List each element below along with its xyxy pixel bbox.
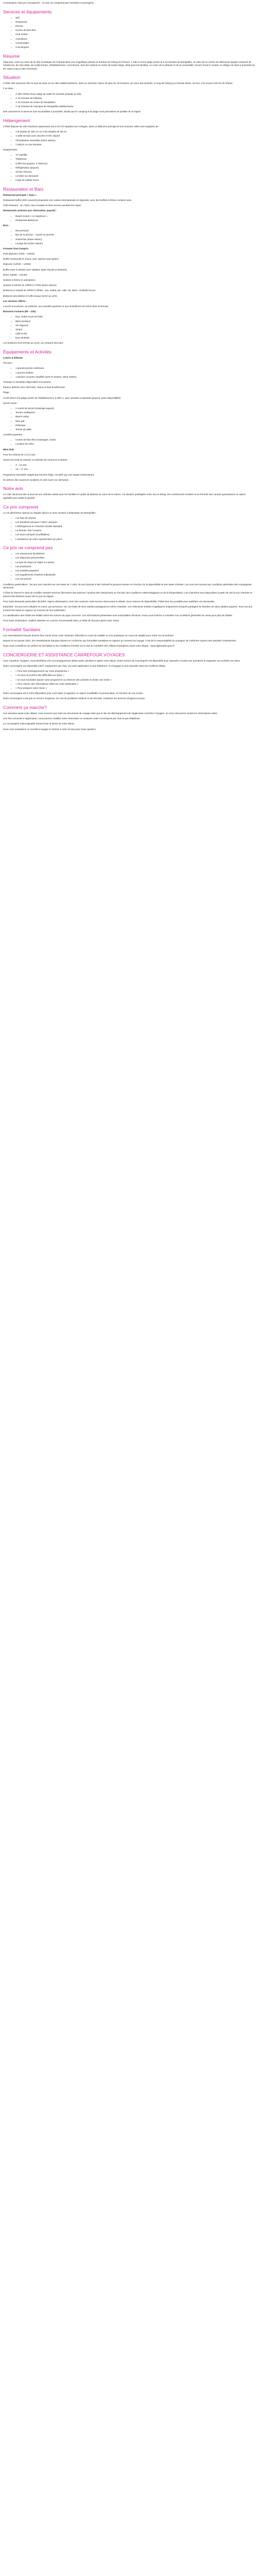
room-equipment-list bbox=[3, 154, 255, 182]
situation-after: Des commerces et services sont accessibles à proximité, tandis que le camping et la plage vous permettent de profiter de la région. bbox=[3, 110, 141, 113]
formula-line: Buffet continental et chaud, avec options sans gluten. bbox=[3, 258, 59, 261]
pool-label: Piscines : bbox=[3, 362, 13, 365]
prix-ne-comprend-heading: Ce prix ne comprend pas bbox=[3, 545, 53, 551]
list-item: • Les suppléments chambre individuelle bbox=[15, 573, 255, 577]
sports-label: Sports inclus : bbox=[3, 401, 18, 404]
comment-heading: Comment ça marche? bbox=[3, 704, 47, 710]
notre-avis-text: Le Club Vacances Mer & Sud est une adresse idéale pour les familles en quête de détente au cœur de la nature. Sa situation privilégiée entre mer et étang, ses nombreuses activités et sa formule tout compris garantissent un séjour agréable pour petits et grands. bbox=[3, 493, 246, 499]
formula-label: Formule Tout Compris bbox=[3, 247, 28, 250]
formula-line: Snacks à volonté de 15h00 à 17h00 (selon saison). bbox=[3, 284, 57, 287]
formula-line: Boissons alcoolisées et softs locaux servis au verre. bbox=[3, 294, 58, 297]
list-item: • Coffre-fort (payant, à réserver) bbox=[15, 162, 255, 166]
formula-line: Déjeuner (12h30 – 14h00) bbox=[3, 263, 31, 266]
drinks-note: Les boissons sont servies au verre, au comptoir des bars. bbox=[3, 342, 64, 345]
list-item: • Bar de la piscine – ouvert en journée bbox=[15, 233, 255, 237]
conciergerie-paragraph: Notre conciergerie est à votre disposition pour vous aider à organiser un séjour inoubliable et personnalisé, en fonction de vos envies. bbox=[3, 692, 143, 695]
list-item: • Les frais de dossier bbox=[15, 517, 255, 520]
beach-text: Accès direct à la plage privée de l'établissement, à 250 m, avec transats et parasols (payant, selon disponibilité). bbox=[3, 396, 121, 399]
list-item: • Wifi bbox=[15, 16, 255, 20]
drinks-label: Boissons incluses (9h – 23h) bbox=[3, 310, 36, 313]
list-item: • Sirops bbox=[15, 328, 255, 332]
list-item: • Conciergerie bbox=[15, 46, 255, 49]
formalite-paragraph: Les ressortissants français doivent être munis d'une carte nationale d'identité en cours de validité ou d'un passeport en cours de validité pour entrer sur le territoire. bbox=[3, 634, 174, 637]
conciergerie-paragraph: Notre conciergerie est disponible 24h/7 uniquement par chat, via notre application ou par téléphone, et s'engage à vous répondre dans les meilleurs délais. bbox=[3, 665, 166, 668]
list-item: • « Si vous rencontrez des difficultés sur place » bbox=[15, 674, 255, 677]
restaurant-text: Restaurant buffet (200 couverts) proposant une cuisine internationale et régionale, avec des buffets à thème certains soirs. bbox=[3, 199, 132, 202]
spa-line: Espace détente avec hammam, sauna et bain bouillonnant. bbox=[3, 386, 66, 389]
comment-paragraph: Une semaine avant votre départ, vous recevrez par mail vos documents de voyage ainsi que le lien de téléchargement de l'application Carrefour Voyages, où vous retrouverez toutes les informations utiles. bbox=[3, 711, 218, 715]
pools-list bbox=[3, 367, 255, 379]
leisure-label: Loisirs & Détente bbox=[3, 357, 23, 360]
list-item: • 2 courts de tennis (éclairage payant) bbox=[15, 407, 255, 411]
list-item: • Piscine bbox=[15, 25, 255, 28]
list-item: • Tennis de table bbox=[15, 428, 255, 432]
comment-paragraph: Une fois connecté à l'application, vous pourrez modifier votre réservation et contacter notre conciergerie par chat ou par téléphone. bbox=[3, 717, 141, 720]
formula-line: Boissons à volonté de 10h00 à 23h00 : eau, sodas, jus, café, vin, bière, cocktails locaux. bbox=[3, 289, 96, 292]
hebergement-heading: Hébergement bbox=[3, 118, 30, 123]
list-item: • La formule Tout Compris bbox=[15, 529, 255, 533]
notre-avis-heading: Notre avis bbox=[3, 486, 23, 492]
formula-line: Buffet varié à volonté avec salades, plats chauds et desserts. bbox=[3, 268, 68, 271]
list-item: • Sèche-cheveux bbox=[15, 171, 255, 174]
list-item: • 1 balcon ou une terrasse bbox=[15, 143, 255, 147]
intro-line: Conciergerie Club pro-conception© - Ce prix ne comprend pas l'entretien Conciergerie. bbox=[3, 2, 94, 4]
drinks-list bbox=[3, 315, 255, 340]
list-item: • Mini-golf bbox=[15, 420, 255, 423]
prix-comprend-lead: Le vol aller/retour spécial au régulier (direct ou avec escale) à destination de Montpellier : bbox=[3, 511, 97, 514]
list-item: • Club enfant bbox=[15, 33, 255, 37]
bars-label: Bars : bbox=[3, 224, 10, 227]
list-item: • Centre de bien-être bbox=[15, 29, 255, 32]
list-item: • Linge de toilette fourni bbox=[15, 179, 255, 182]
restauration-heading: Restauration et Bars bbox=[3, 186, 44, 192]
list-item: • Les excursions bbox=[15, 578, 255, 581]
list-item: • La taxe de séjour (à régler sur place) bbox=[15, 561, 255, 565]
list-item: • 4 – 12 ans bbox=[15, 464, 255, 467]
list-item: • À 10 minutes de Palavas. bbox=[15, 97, 255, 100]
list-item: • Eau, sodas et jus de fruits bbox=[15, 315, 255, 319]
room-features-list bbox=[3, 130, 255, 146]
list-item: • Beach-volley bbox=[15, 415, 255, 419]
list-item: • Commodités bbox=[15, 42, 255, 45]
comment-paragraph: La conciergerie reste joignable durant toute la durée de votre séjour. bbox=[3, 722, 75, 725]
sports-list bbox=[3, 407, 255, 432]
equipements-heading: Équipements et Activités bbox=[3, 349, 52, 355]
conciergerie-list bbox=[3, 670, 255, 690]
list-item: • Les dépenses personnelles bbox=[15, 556, 255, 560]
prix-comprend-heading: Ce prix comprend bbox=[3, 504, 38, 510]
resume-text: Séjourner, vivez au cœur de la côte touristique de l'Hérault dans une magnifique pinede en bordure de l'étang du Prieuré. À 250 m d'une plage privée et à 15 minutes de Montpellier, le Club est un centre de Villeneuve équipé composé de résidences, de mini-villas, de mobil-homes, d'établissement, commerces, club des enfants et centre de loisirs élargi, idéal pour les familles. Au cœur de la détente et de la convivialité. Ouvert d'avril à octobre, le village est situé à proximité du Pic Saint-Loup et des Cévennes. bbox=[3, 60, 255, 70]
list-item: • Lounge bar (selon saison) bbox=[15, 242, 255, 246]
club-text: Ouvert du lundi au samedi, en période de vacances scolaires. bbox=[3, 459, 68, 461]
annexes-label: Restaurants annexes (sur réservation, payant) : bbox=[3, 209, 57, 212]
list-item: • L'assistance de notre représentant sur place bbox=[15, 538, 255, 541]
activities-list bbox=[3, 438, 255, 446]
conditions-paragraph: L'hôtel se réserve le droit de modifier certains services (fermeture des piscines, horaires des restaurants) en fonction des conditions météorologiques ou de la fréquentation. Les chambres sont disponibles à partir de 16h le jour d'arrivée et doivent être libérées avant 10h le jour du départ. bbox=[3, 591, 252, 598]
formalite-paragraph: Depuis le 1er janvier 2021, les ressortissants français doivent se conformer aux formalités sanitaires en vigueur au moment du voyage. Il est de la responsabilité du voyageur de s'informer auprès des autorités compétentes. bbox=[3, 639, 237, 642]
formula-line: Dîner (19h00 – 21h30) bbox=[3, 273, 27, 276]
list-item: • Vin régional bbox=[15, 324, 255, 328]
list-item: • Les pourboires bbox=[15, 565, 255, 569]
list-item: • TV satellite bbox=[15, 154, 255, 157]
list-item: • Les activités payantes bbox=[15, 569, 255, 573]
list-item: • « Pour des renseignements sur votre programme » bbox=[15, 670, 255, 673]
list-item: • Les taxes aéroport (modifiables) bbox=[15, 533, 255, 537]
list-item: • 1 lit double de 160 cm ou 2 lits simples de 90 cm bbox=[15, 130, 255, 134]
activities-label: Activités payantes : bbox=[3, 433, 24, 436]
situation-paragraph: L'hôtel club Vacances Mer & Sud est situé sur la côte méditerranéenne, dans un domaine nature de plus de 16 hectares, au cœur des pinèdes, le long de l'étang (La Grande-Motte, 20 km). Il se trouve à 50 km de Nîmes. bbox=[3, 82, 233, 85]
resume-heading: Résumé bbox=[3, 53, 20, 59]
conditions-paragraph: Pour toute réclamation, veuillez adresser un courrier recommandé dans un délai de 30 jours après votre retour. bbox=[3, 619, 120, 622]
list-item: • Réfrigérateur (payant) bbox=[15, 166, 255, 170]
bars-list bbox=[3, 229, 255, 245]
list-item: • Eau minérale bbox=[15, 336, 255, 340]
list-item: • Snack-bar (haute saison) bbox=[15, 238, 255, 242]
list-item: • Bar principal bbox=[15, 229, 255, 233]
list-item: • 1 grande piscine extérieure bbox=[15, 367, 255, 370]
situation-list bbox=[3, 93, 255, 109]
services-heading: Services et équipements bbox=[3, 9, 52, 14]
list-item: • Centre de bien-être (massages, soins) bbox=[15, 438, 255, 442]
included-list bbox=[3, 517, 255, 541]
list-item: • 13 – 17 ans bbox=[15, 468, 255, 471]
list-item: • « Pour obtenir des informations utiles sur votre destination » bbox=[15, 683, 255, 686]
list-item: • Animations bbox=[15, 38, 255, 41]
club-note: En dehors des vacances scolaires, le club ouvre sur demande. bbox=[3, 478, 69, 481]
restaurant-label: Restaurant principal « Oyeu » bbox=[3, 193, 37, 196]
conditions-paragraph: Pour toute demande particulière (lit bébé, régime alimentaire), merci de contacter notre service client avant le départ. Sous réserve de disponibilité, l'hôtel fera son possible pour satisfaire vos demandes. bbox=[3, 600, 215, 603]
list-item: • Restaurant Barbecue bbox=[15, 219, 255, 223]
formalite-heading: Formalité Sanitaire bbox=[3, 626, 41, 632]
equipment-subtitle: Équipements : bbox=[3, 148, 19, 151]
formalite-paragraph: Nous vous conseillons de vérifier les formalités et les conditions d'entrée sur le site du ministère des Affaires étrangères avant votre départ : www.diplomatie.gouv.fr bbox=[3, 645, 175, 648]
formula-line: Petit déjeuner (7h00 – 10h00) bbox=[3, 252, 35, 256]
list-item: • Beach Snack « Le Supérieur » bbox=[15, 215, 255, 218]
conciergerie-paragraph: Notre conciergerie n'est pas un service d'urgence. En cas de problème médical ou de sécurité, contactez les services d'urgence locaux. bbox=[3, 697, 146, 700]
conciergerie-paragraph: Avec Carrefour Voyages, vous bénéficiez d'un accompagnement dédié avant, pendant et après votre séjour. Notre service de conciergerie est disponible pour répondre à toutes vos questions et organiser vos activités sur place. bbox=[3, 659, 241, 662]
list-item: • Téléphone bbox=[15, 158, 255, 161]
list-item: • Les transferts aéroport / hôtel / aéroport bbox=[15, 521, 255, 524]
list-item: • 1 piscine couverte chauffée (avril et octobre, selon météo) bbox=[15, 376, 255, 379]
list-item: • Les assurances facultatives bbox=[15, 552, 255, 556]
club-after: Programme d'activités adapté par tranche d'âge, encadré par une équipe d'animateurs. bbox=[3, 473, 95, 476]
annexes-list bbox=[3, 215, 255, 223]
list-item: • À 20 minutes de l'aéroport de Montpellier-Méditerranée. bbox=[15, 105, 255, 109]
list-item: • 1 piscine enfants bbox=[15, 371, 255, 375]
situation-heading: Situation bbox=[3, 75, 21, 80]
pool-note: Transats et serviettes disponibles à la piscine. bbox=[3, 381, 52, 383]
club-age-list bbox=[3, 464, 255, 471]
beach-label: Plage : bbox=[3, 391, 11, 394]
list-item: • 1 salle de bain avec douche et WC séparé bbox=[15, 134, 255, 138]
list-item: • Lit bébé sur demande bbox=[15, 175, 255, 178]
list-item: • L'hébergement en chambre double standard bbox=[15, 525, 255, 529]
list-item: • « Pour préparer votre retour » bbox=[15, 687, 255, 690]
offered-label: Les services offerts : bbox=[3, 299, 27, 302]
offered-text: L'accès à la piscine, au solarium, aux activités sportives et aux animations est inclus dans la formule. bbox=[3, 304, 109, 308]
hotel-description-page bbox=[0, 0, 258, 735]
services-list bbox=[3, 16, 255, 49]
club-intro: Pour les enfants de 4 à 12 ans : bbox=[3, 453, 37, 456]
list-item: • Café et thé bbox=[15, 332, 255, 336]
formula-line: Soirées à thème et animations. bbox=[3, 279, 36, 282]
restaurant-note: Côté boissons : vin, bière, eau et sodas en libre-service pendant les repas. bbox=[3, 204, 82, 207]
list-item: • À 15 minutes du centre de Montpellier. bbox=[15, 101, 255, 105]
conditions-paragraph: La classification des hôtels est établie selon les normes du pays concerné. Les informations présentées sont susceptibles d'évoluer. Nous vous invitons à consulter nos conditions générales de vente pour plus de détails. bbox=[3, 614, 233, 617]
comment-paragraph: Nous vous souhaitons un excellent voyage et restons à votre écoute pour toute question. bbox=[3, 727, 96, 731]
not-included-list bbox=[3, 552, 255, 581]
list-item: • Location de vélos bbox=[15, 443, 255, 446]
list-item: • Terrain multisports bbox=[15, 411, 255, 415]
situation-lead: Il se situe : bbox=[3, 87, 14, 90]
conciergerie-heading: CONCIERGERIE ET ASSISTANCE CARREFOUR VOYAGES bbox=[3, 652, 125, 657]
hebergement-paragraph: L'hôtel dispose de 235 chambres spacieuses (23 à 40 m²) réparties sur 3 étages, dans un bâtiment principal et ses annexes. Elles sont équipées de : bbox=[3, 125, 160, 128]
conditions-paragraph: Important : les prix sont indiqués en euros, par personne, sur une base de deux adultes partageant la même chambre. Les réductions enfants s'appliquent uniquement lorsqu'ils partagent la chambre de deux adultes payants. Tous nos prix incluent les taxes en vigueur au moment de leur publication. bbox=[3, 605, 253, 612]
list-item: • Restaurant bbox=[15, 21, 255, 24]
list-item: • À 250 mètres d'une plage de sable fin (navette gratuite en été). bbox=[15, 93, 255, 96]
list-item: • Climatisation réversible (selon saison) bbox=[15, 139, 255, 143]
list-item: • « Si vous souhaitez ajouter votre programme ou réserver des activités et visiter une sortie » bbox=[15, 679, 255, 682]
conditions-paragraph: Conditions particulières : les prix sont calculés sur une base de 7 nuits. Ils sont donnés à titre indicatif et peuvent évoluer en fonction de la disponibilité et des dates choisies. Les vols sont soumis aux conditions générales des compagnies aériennes. bbox=[3, 583, 252, 589]
club-label: Mini-Club bbox=[3, 448, 14, 451]
list-item: • Pétanque bbox=[15, 424, 255, 428]
list-item: • Bière pression bbox=[15, 320, 255, 324]
